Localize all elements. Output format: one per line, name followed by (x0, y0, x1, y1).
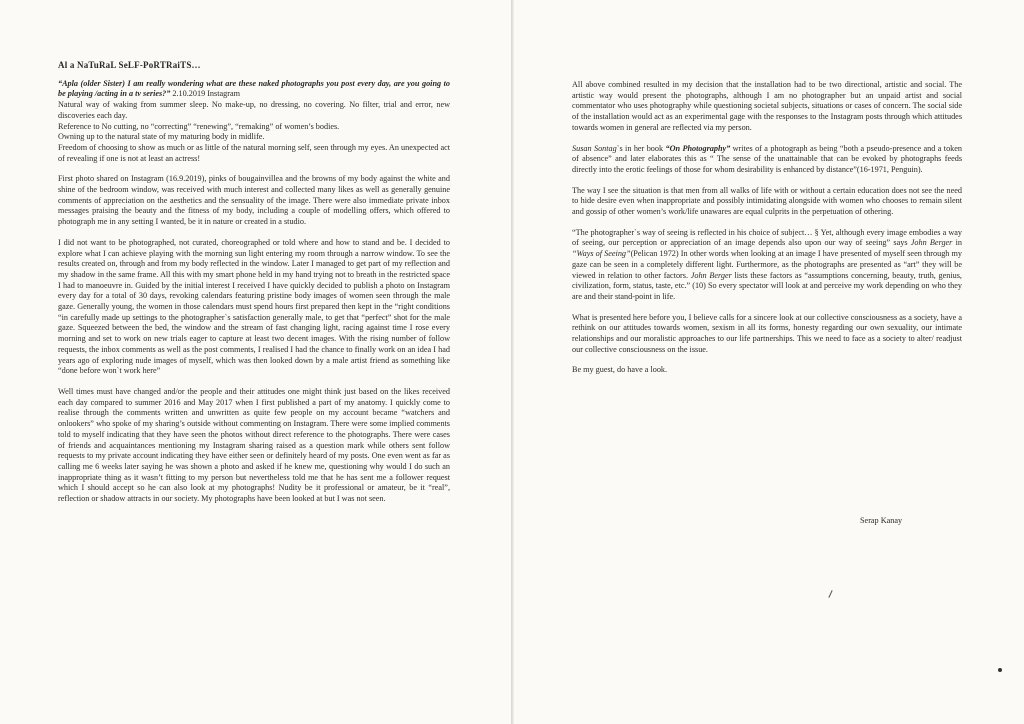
author-berger: John Berger (690, 270, 732, 280)
left-paragraph-1: First photo shared on Instagram (16.9.2019), pinks of bougainvillea and the browns of my body against the white and shine of the bedroom window, was received with much interest and collected many likes as well as generally genuine comments of appreciation on the aesthetics and the sensuality of the image. There were also immediate private inbox messages praising the beauty and the fitness of my body, including a couple of modelling offers, which offered to photograph me in any setting I wanted, be it in nature or created in a studio. (58, 174, 450, 227)
left-paragraph-2: I did not want to be photographed, not curated, choreographed or told where and how to stand and be. I decided to explore what I can achieve playing with the morning sun light entering my room through a narrow window. To see the results created on, through and from my body reflected in the window. Later I managed to get part of my reflection and my shadow in the same frame. All this with my smart phone held in my hand trying not to breath in the restricted space I had to manoeuvre in. Guided by the initial interest I received I have quickly decided to publish a photo on Instagram every day for a total of 30 days, revoking calendars featuring pristine body images of women seen through the male gaze. Generally young, the women in those calendars must spend hours first prepared then kept in the “right conditions “in carefully made up settings to the photographer`s satisfaction generally male, to get that “perfect” shot for the male gaze. Squeezed between the bed, the window and the stream of fast changing light, racing against time I rose every morning and set to work on new trials eager to capture at least two decent images. With the rising number of follow requests, the inbox comments as well as the post comments, I realised I had the chance to finally work on an idea I had years ago of exploring nude images of myself, which was then looked down by a male artist friend as something like “done before won`t work here” (58, 237, 450, 376)
text-run: lists these factors as “assumptions concerning, beauty, truth, genius, civilization, form, status, taste, etc.” (10) So every spectator will look at and perceive my work depending on who they are and their stand-point in life. (572, 270, 962, 301)
intro-block (58, 79, 450, 165)
right-paragraph-4 (572, 228, 962, 303)
intro-line: Reference to No cutting, no “correcting” “renewing”, “remaking” of women’s bodies. (58, 121, 340, 131)
author-berger: John Berger (910, 238, 953, 248)
page-spine (511, 0, 514, 724)
text-run: `s in her book (616, 143, 666, 153)
right-paragraph-2 (572, 144, 962, 176)
intro-date: 2.10.2019 Instagram (170, 89, 240, 99)
right-paragraph-1: All above combined resulted in my decision that the installation had to be two directional, artistic and social. The artistic way would present the photographs, although I am no photographer but an unpaid artist and social commentator who uses photography while questioning societal subjects, situations or cases of concern. The social side of the installation would act as an experimental gage with the responses to the Instagram posts through which attitudes towards women in general are reflected via my person. (572, 80, 962, 132)
book-title-ways-of-seeing: “Ways of Seeing” (572, 249, 631, 259)
author-sontag: Susan Sontag (572, 143, 617, 153)
ink-dot (998, 668, 1002, 672)
right-paragraph-3: The way I see the situation is that men from all walks of life with or without a certain education does not see the need to hide desire even when inappropriate and possibly intimidating alongside with women who chooses to remain silent and gossip of other women’s work/life unawares are equal culprits in the perpetuation of othering. (572, 185, 962, 217)
book-title-on-photography: “On Photography” (665, 143, 731, 153)
intro-line: Natural way of waking from summer sleep. No make-up, no dressing, no covering. No filter, trial and error, new discoveries each day. (58, 100, 450, 120)
document-title: Al a NaTuRaL SeLF-PoRTRaiTS… (58, 60, 201, 70)
intro-quote: “Apla (older Sister) I am really wondering what are these naked photographs you post every day, are you going to be playing /acting in a tv series?” (58, 78, 450, 99)
text-run: in (952, 238, 962, 248)
right-column (572, 80, 962, 386)
right-paragraph-5: What is presented here before you, I believe calls for a sincere look at our collective consciousness as a society, have a rethink on our attitudes towards women, sexism in all its forms, honesty regarding our own sexuality, our intimate relationships and our moralistic approaches to our life partnerships. This we need to face as a society to alter/ readjust our collective consciousness on the issue. (572, 312, 962, 354)
text-run: “The photographer`s way of seeing is reflected in his choice of subject… § Yet, although every image embodies a way of seeing, our perception or appreciation of an image depends also upon our way of seeing” says (572, 227, 962, 248)
intro-line: Owning up to the natural state of my maturing body in midlife. (58, 132, 265, 142)
right-paragraph-6: Be my guest, do have a look. (572, 365, 668, 375)
signature: Serap Kanay (860, 516, 903, 525)
text-run: (Pelican 1972) In other words when looking at an image I have presented of myself seen through my gaze can be seen in a completely different light. Furthermore, as the photographs are presented as “art” they will be viewed in relation to other factors. (572, 249, 962, 280)
intro-line: Freedom of choosing to show as much or as little of the natural morning self, seen through my eyes. An unexpected act of revealing if one is not at least an actress! (58, 142, 450, 163)
text-run: writes of a photograph as being “both a pseudo-presence and a token of absence” and later elaborates this as “ The sense of the unattainable that can be evoked by photographs feeds directly into the erotic feelings of those for whom desirability is enhanced by distance”(16-1971, Penguin). (572, 143, 962, 174)
left-paragraph-3: Well times must have changed and/or the people and their attitudes one might think just based on the likes received each day compared to summer 2016 and May 2017 when I first published a part of my anatomy. I quickly come to realise through the comments written and unwritten as quite few people on my account became “watchers and onlookers” who spoke of my sharing’s outside without commenting on Instagram. There were some implied comments told to myself indicating that they have seen the photos without direct reference to the photographs. There were cases of friends and acquaintances mentioning my Instagram sharing raised as a question mark while others sent follow requests to my private account indicating they have either seen or definitely heard of my posts. One even went as far as calling me 6 weeks later saying he was shown a photo and asked if he knew me, questioning why would I do such an inappropriate thing as it wasn’t fitting to my person but nevertheless told me that he has sent me a follower request which I should accept so he can also look at my photographs! Nudity be it professional or amateur, be it “real”, reflection or shadow attracts in our society. My photographs have been looked at but I was not seen. (58, 386, 450, 504)
left-column (58, 60, 450, 515)
